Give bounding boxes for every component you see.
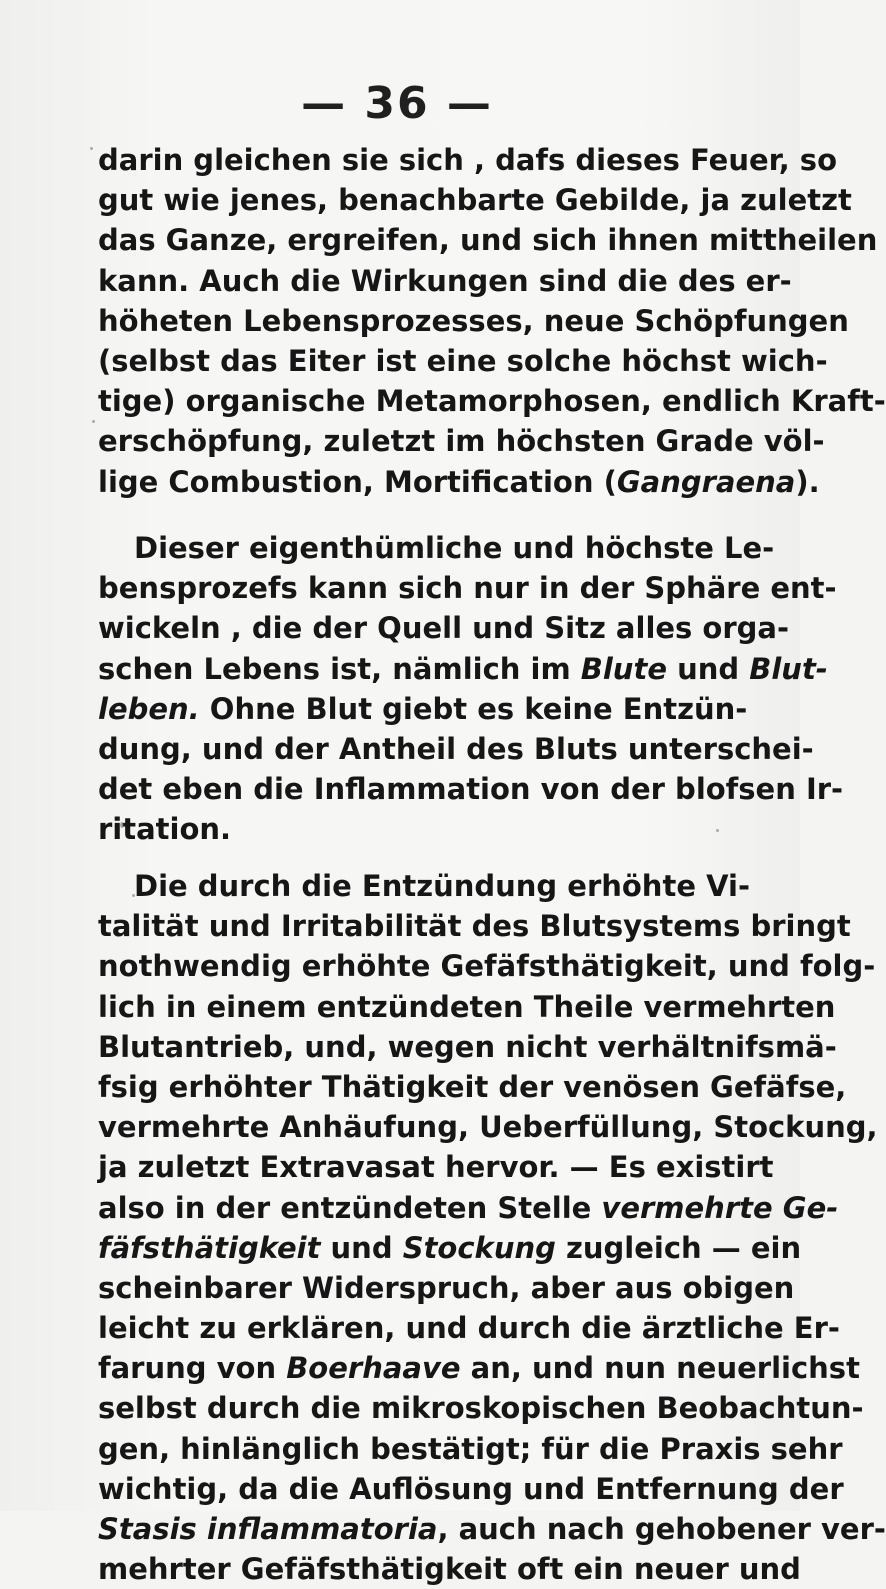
print-speck: [90, 147, 93, 150]
text-line: fsig erhöhter Thätigkeit der venösen Gefäfse,: [98, 1069, 847, 1104]
text-line: lige Combustion, Mortification (Gangraena).: [98, 464, 820, 499]
text-line: mehrter Gefäfsthätigkeit oft ein neuer und: [98, 1552, 801, 1587]
text-line: leicht zu erklären, und durch die ärztliche Er-: [98, 1311, 840, 1346]
text-line: tige) organische Metamorphosen, endlich Kraft-: [98, 384, 886, 419]
text-line: lich in einem entzündeten Theile vermehrten: [98, 989, 836, 1024]
text-line: leben. Ohne Blut giebt es keine Entzün-: [98, 691, 748, 726]
text-line: nothwendig erhöhte Gefäfsthätigkeit, und folg-: [98, 949, 876, 984]
page-number: — 36 —: [301, 78, 493, 129]
print-speck: [120, 822, 124, 828]
text-line: det eben die Inflammation von der blofsen Ir-: [98, 772, 844, 807]
paragraph-1: [98, 140, 886, 502]
print-speck: [132, 894, 135, 897]
text-line: ritation.: [98, 812, 232, 847]
text-line: gen, hinlänglich bestätigt; für die Praxis sehr: [98, 1431, 843, 1466]
print-speck: [716, 829, 719, 832]
text-line: selbst durch die mikroskopischen Beobachtun-: [98, 1391, 864, 1426]
paragraph-2: [98, 528, 844, 850]
text-line: darin gleichen sie sich , dafs dieses Feuer, so: [98, 143, 837, 177]
text-line: fäfsthätigkeit und Stockung zugleich — ein: [98, 1230, 802, 1265]
text-line: schen Lebens ist, nämlich im Blute und Blut-: [98, 651, 828, 686]
text-line: ja zuletzt Extravasat hervor. — Es existirt: [98, 1150, 774, 1185]
text-line: erschöpfung, zuletzt im höchsten Grade völ-: [98, 424, 825, 459]
text-line: Stasis inflammatoria, auch nach gehobener ver-: [98, 1512, 886, 1546]
text-line: bensprozefs kann sich nur in der Sphäre ent-: [98, 571, 837, 606]
text-line: farung von Boerhaave an, und nun neuerlichst: [98, 1351, 860, 1386]
text-line: scheinbarer Widerspruch, aber aus obigen: [98, 1270, 795, 1305]
print-speck: [92, 420, 95, 423]
text-line: Die durch die Entzündung erhöhte Vi-: [134, 869, 750, 903]
text-line: (selbst das Eiter ist eine solche höchst wich-: [98, 343, 828, 378]
paragraph-3: [98, 866, 886, 1589]
text-line: wickeln , die der Quell und Sitz alles orga-: [98, 611, 790, 646]
text-line: kann. Auch die Wirkungen sind die des er-: [98, 263, 792, 298]
text-line: das Ganze, ergreifen, und sich ihnen mittheilen: [98, 223, 878, 258]
text-line: wichtig, da die Auflösung und Entfernung der: [98, 1471, 844, 1506]
text-line: Blutantrieb, und, wegen nicht verhältnifsmä-: [98, 1029, 837, 1064]
text-line: also in der entzündeten Stelle vermehrte Ge-: [98, 1190, 839, 1225]
text-line: vermehrte Anhäufung, Ueberfüllung, Stockung,: [98, 1110, 878, 1145]
text-line: gut wie jenes, benachbarte Gebilde, ja zuletzt: [98, 183, 852, 218]
text-line: talität und Irritabilität des Blutsystems bringt: [98, 909, 851, 944]
text-line: höheten Lebensprozesses, neue Schöpfungen: [98, 303, 849, 338]
text-line: Dieser eigenthümliche und höchste Le-: [134, 531, 775, 565]
text-line: dung, und der Antheil des Bluts unterschei-: [98, 731, 814, 766]
